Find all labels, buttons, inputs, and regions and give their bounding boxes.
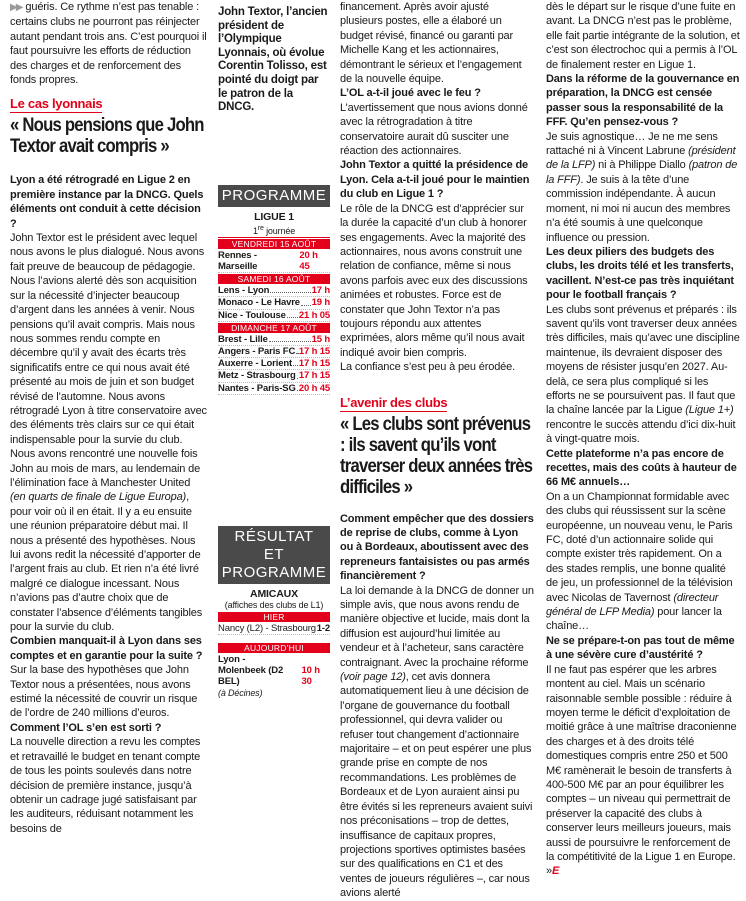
fixture-teams: Nantes - Paris-SG bbox=[218, 382, 296, 394]
result-row: Nancy (L2) - Strasbourg 1-2 bbox=[218, 622, 330, 634]
round-label: 1re journée bbox=[252, 224, 296, 236]
fixture-teams: Metz - Strasbourg bbox=[218, 370, 296, 382]
answer: Les clubs sont prévenus et préparés : ils savent qu’ils vont traverser deux années très difficiles, mais qu’avec une discipline maintenue, ils devraient disposer des moyens de résister jusqu’en 2027. Au-delà, ce sera plus compliqué si les efforts ne se poursuivent pas. Il faut que la chaîne lancée par la Ligue (Ligue 1+) rencontre le succès attendu d’ici dix-huit à vingt-quatre mois. bbox=[546, 303, 740, 446]
fixture-row bbox=[218, 297, 330, 309]
intro-text: guéris. Ce rythme n’est pas tenable : certains clubs ne pourront pas réinjecter autant pendant trois ans. C’est pourquoi il faut poursuivre les efforts de réduction des charges et de renforcement des fonds propres. bbox=[10, 1, 207, 87]
column-2 bbox=[218, 0, 330, 699]
venue-note: (à Décines) bbox=[218, 687, 263, 698]
fixture-time: 20 h 45 bbox=[298, 382, 330, 394]
fixture-time: 19 h bbox=[311, 297, 330, 309]
fixture-row bbox=[218, 346, 330, 358]
column-1 bbox=[10, 0, 207, 836]
fixture-teams: Lens - Lyon bbox=[218, 285, 270, 297]
fixture-time: 17 h 15 bbox=[298, 370, 330, 382]
answer: Sur la base des hypothèses que John Textor nous a présentées, nous avons estimé la nécessité de couvrir un risque de l’ordre de 240 millions d’euros. bbox=[10, 664, 198, 720]
fixture-teams: Brest - Lille bbox=[218, 333, 268, 345]
question: John Textor a quitté la présidence de Lyon. Cela a-t-il joué pour le maintien du club en Ligue 1 ? bbox=[340, 159, 530, 201]
answer: John Textor est le président avec lequel nous avons le plus dialogué. Nous avons fait preuve de beaucoup de pédagogie. Nous l’avions alerté dès son acquisition sur la nécessité d’injecter beaucoup d’argent dans les années à venir. Nous pensions qu’il avait compris. Mais nous nous sommes rendu compte en décembre qu’il y avait des écarts très significatifs entre ce qui nous avait été présenté au mois de juin et son budget révisé de l’automne. Nous avons rétrogradé Lyon à titre conservatoire avec des éléments très clairs sur ce qui était indispensable pour la survie du club. Nous avons rencontré une nouvelle fois John au mois de mars, au lendemain de l’élimination face à Manchester United (en quarts de finale de Ligue Europa), pour voir où il en était. Il y a eu ensuite une réunion préparatoire début mai. Il nous a présenté des hypothèses. Nous lui avons redit la nécessité d’apporter de l’argent frais au club. Et rien n’a été livré malgré ce dialogue incessant. Nous n’avions pas d’autre choix que de constater l’absence d’éléments tangibles pour la survie du club. bbox=[10, 232, 207, 634]
fixture-row bbox=[218, 383, 330, 395]
fixture-time: 17 h 15 bbox=[298, 345, 330, 357]
paragraph: financement. Après avoir ajusté plusieurs postes, elle a élaboré un budget révisé, financé ou garanti par Michelle Kang et les actionnaires, démontrant le sérieux et l’engagement de la nouvelle équipe. bbox=[340, 1, 522, 86]
fixture-time: 21 h 05 bbox=[298, 309, 330, 321]
fixture-row bbox=[218, 334, 330, 346]
fixture-teams: Rennes - Marseille bbox=[218, 249, 258, 272]
day-header: VENDREDI 15 AOÛT bbox=[218, 239, 330, 249]
answer: Le rôle de la DNCG est d’apprécier sur la durée la capacité d’un club à honorer ses engagements. Avec la majorité des actionnaires, nous avons construit une relation de confiance, même si nous avons parfois avec eux des discussions animées et robustes. Force est de constater que John Textor n’a pas toujours répondu aux attentes exprimées, alors même qu’il nous avait indiqué avoir bien compris. bbox=[340, 202, 528, 359]
photo-caption: John Textor, l’ancien président de l’Olympique Lyonnais, où évolue Corentin Tolisso, est pointé du doigt par le patron de la DNCG. bbox=[218, 6, 328, 114]
fixture-row bbox=[218, 285, 330, 297]
day-header: SAMEDI 16 AOÛT bbox=[218, 274, 330, 284]
answer: La confiance s’est peu à peu érodée. bbox=[340, 361, 516, 374]
question: Comment empêcher que des dossiers de reprise de clubs, comme à Lyon ou à Bordeaux, aboutissent avec des repreneurs fantaisistes ou pas armés financièrement ? bbox=[340, 512, 534, 583]
answer: La nouvelle direction a revu les comptes et retravaillé le budget en tenant compte de tous les points soulevés dans notre décision de première instance, jusqu’à obtenir un cadrage jugé satisfaisant par les auditeurs, réduisant notamment les besoins de bbox=[10, 736, 201, 835]
answer: Il ne faut pas espérer que les arbres montent au ciel. Mais un scénario raisonnable semble possible : réduire à moyen terme le déficit d’exploitation de moitié grâce à une maîtrise draconienne des charges et à des droits télé domestiques compris entre 250 et 500 M€ ramènerait le besoin de transferts à 400-500 M€ par an pour équilibrer les comptes – un niveau qui permettrait de préserver la capacité des clubs à conserver leurs meilleurs joueurs, mais aussi de poursuivre le renforcement de la compétitivité de la Ligue 1 en Europe. »E bbox=[546, 663, 737, 878]
day-header: DIMANCHE 17 AOÛT bbox=[218, 323, 330, 333]
fixture-row: Molenbeek (D2 BEL) 10 h 30 bbox=[218, 665, 320, 688]
answer: L’avertissement que nous avions donné avec la rétrogradation à titre conservatoire aurait dû susciter une réaction des actionnaires. bbox=[340, 101, 528, 158]
fixture-row bbox=[218, 358, 330, 370]
fixture-row bbox=[218, 310, 330, 322]
day-header: AUJOURD’HUI bbox=[218, 643, 330, 653]
league-name: LIGUE 1 bbox=[254, 210, 294, 223]
question: Cette plateforme n’a pas encore de recettes, mais des coûts à hauteur de 66 M€ annuels… bbox=[546, 447, 737, 489]
answer: La loi demande à la DNCG de donner un simple avis, que nous avons rendu de manière objective et lucide, mais dont la diffusion est aujourd’hui limitée au vendeur et à l’acheteur, sans caractère contraignant. Avec la prochaine réforme (voir page 12), cet avis donnera automatiquement lieu à une décision de l’organe de gouvernance du football professionnel, qui devra valider ou refuser tout changement d’actionnaire majoritaire – et on peut espérer une plus grande prise en compte de nos recommandations. Les problèmes de Bordeaux et de Lyon auraient ainsi pu être évités si les repreneurs avaient suivi nos préconisations – trop de dettes, insuffisance de capitaux propres, projections sportives optimistes basées sur des qualifications en C1 et des ventes de joueurs régulières –, car nous avions alerté bbox=[340, 584, 534, 900]
section-kicker: L’avenir des clubs bbox=[340, 394, 448, 410]
end-mark-icon: E bbox=[551, 865, 560, 878]
fixture-teams: Angers - Paris FC bbox=[218, 345, 296, 357]
answer: On a un Championnat formidable avec des clubs qui réussissent sur la scène européenne, un nouveau venu, le Paris FC, doté d’un actionnaire solide qui compte exister très rapidement. On a des stades remplis, une bonne qualité de jeu, un professionnel de la télévision avec Nicolas de Tavernost (directeur général de LFP Media) pour lancer la chaîne… bbox=[546, 490, 733, 633]
question: Ne se prépare-t-on pas tout de même à une sévère cure d’austérité ? bbox=[546, 634, 735, 662]
fixture-row bbox=[218, 250, 330, 273]
paragraph: dès le départ sur le risque d’une fuite en avant. La DNCG n’est pas le problème, elle fait partie intégrante de la solution, et c’est son électrochoc qui a permis à l’OL de finalement rester en Ligue 1. bbox=[546, 1, 740, 71]
results-box bbox=[218, 526, 330, 699]
fixture-row: Lyon - bbox=[218, 653, 246, 665]
fixture-teams: Monaco - Le Havre bbox=[218, 297, 300, 309]
fixture-time: 17 h 15 bbox=[298, 358, 330, 370]
paragraph bbox=[10, 0, 207, 87]
question: Lyon a été rétrogradé en Ligue 2 en première instance par la DNCG. Quels éléments ont conduit à cette décision ? bbox=[10, 174, 204, 230]
answer: Je suis agnostique… Je ne me sens rattaché ni à Vincent Labrune (président de la LFP) ni à Philippe Diallo (patron de la FFF). Je suis à la tête d’une commission indépendante. À aucun moment, ni moi ni aucun des membres n’a été soumis à une quelconque influence ou pression. bbox=[546, 130, 738, 244]
continuation-arrows-icon: ▶▶ bbox=[10, 2, 22, 13]
fixture-time: 17 h bbox=[311, 285, 330, 297]
programme-box bbox=[218, 185, 330, 395]
fixture-time: 15 h bbox=[311, 333, 330, 345]
fixture-teams: Auxerre - Lorient bbox=[218, 358, 292, 370]
question: Combien manquait-il à Lyon dans ses comptes et en garantie pour la suite ? bbox=[10, 635, 203, 662]
fixture-row bbox=[218, 370, 330, 382]
column-4 bbox=[546, 0, 740, 879]
fixture-time: 20 h 45 bbox=[299, 249, 318, 272]
friendlies-label: AMICAUX bbox=[250, 587, 298, 600]
headline: « Les clubs sont prévenus : ils savent qu’ils vont traverser deux années très difficiles » bbox=[340, 413, 533, 498]
headline: « Nous pensions que John Textor avait compris » bbox=[10, 115, 204, 158]
question: Les deux piliers des budgets des clubs, les droits télé et les transferts, vacillent. N’est-ce pas très inquiétant pour le football français ? bbox=[546, 245, 734, 302]
question: Dans la réforme de la gouvernance en préparation, la DNCG est censée passer sous la responsabilité de la FFF. Qu’en pensez-vous ? bbox=[546, 73, 740, 129]
fixtures-list bbox=[218, 239, 330, 395]
results-title: RÉSULTAT ET PROGRAMME bbox=[218, 526, 330, 584]
fixture-teams: Nice - Toulouse bbox=[218, 309, 286, 321]
question: L’OL a-t-il joué avec le feu ? bbox=[340, 87, 481, 100]
friendlies-note: (affiches des clubs de L1) bbox=[224, 599, 324, 610]
programme-title: PROGRAMME bbox=[218, 185, 330, 207]
section-kicker: Le cas lyonnais bbox=[10, 96, 103, 112]
day-header: HIER bbox=[218, 612, 330, 622]
column-3 bbox=[340, 0, 534, 901]
question: Comment l’OL s’en est sorti ? bbox=[10, 721, 162, 734]
